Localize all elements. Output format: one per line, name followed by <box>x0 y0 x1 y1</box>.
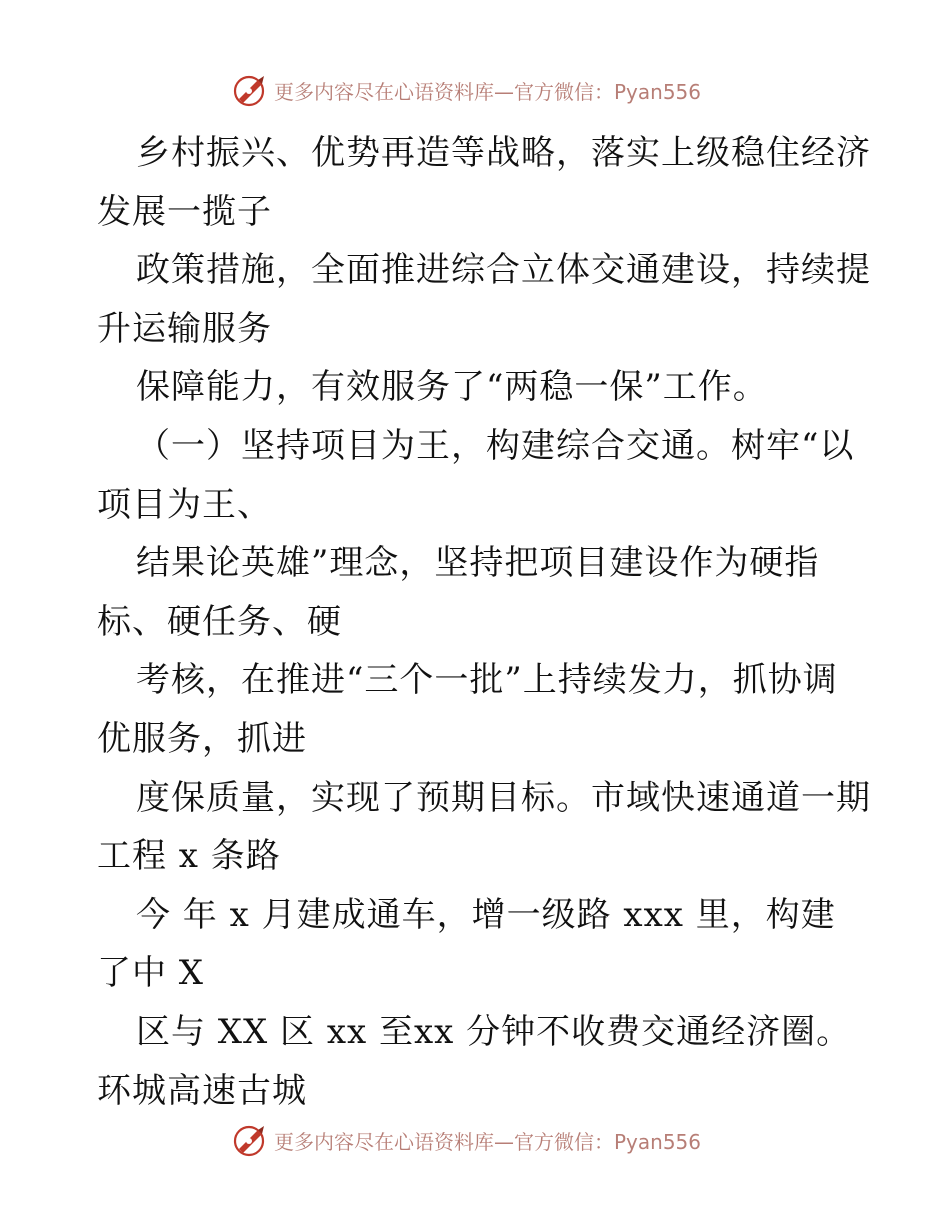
text-line: 政策措施，全面推进综合立体交通建设，持续提 <box>136 250 871 291</box>
watermark-text: 更多内容尽在心语资料库—官方微信：Pyan556 <box>274 1129 702 1154</box>
text-line: 了中 X <box>97 953 205 994</box>
text-line: 保障能力，有效服务了“两稳一保”工作。 <box>136 367 768 408</box>
header-watermark <box>232 70 701 110</box>
footer-watermark <box>232 1120 701 1160</box>
text-line: 发展一揽子 <box>97 191 272 232</box>
text-line: （一）坚持项目为王，构建综合交通。树牢“以 <box>136 425 855 466</box>
document-body <box>97 124 871 1120</box>
text-line: 标、硬任务、硬 <box>97 601 342 642</box>
text-line: 考核，在推进“三个一批”上持续发力，抓协调 <box>136 660 838 701</box>
text-line: 区与 XX 区 xx 至xx 分钟不收费交通经济圈。 <box>136 1011 852 1052</box>
pen-logo-icon <box>232 72 268 108</box>
watermark-text: 更多内容尽在心语资料库—官方微信：Pyan556 <box>274 79 702 104</box>
text-line: 工程 x 条路 <box>97 836 281 877</box>
text-line: 乡村振兴、优势再造等战略，落实上级稳住经济 <box>136 133 871 173</box>
text-line: 环城高速古城 <box>97 1070 307 1111</box>
text-line: 优服务，抓进 <box>97 718 307 759</box>
text-line: 项目为王、 <box>97 484 272 525</box>
text-line: 升运输服务 <box>97 308 272 349</box>
text-line: 结果论英雄”理念，坚持把项目建设作为硬指 <box>136 543 820 584</box>
pen-logo-icon <box>232 1122 268 1158</box>
text-line: 度保质量，实现了预期目标。市域快速通道一期 <box>136 777 871 818</box>
text-line: 今 年 x 月建成通车，增一级路 xxx 里，构建 <box>136 894 836 935</box>
